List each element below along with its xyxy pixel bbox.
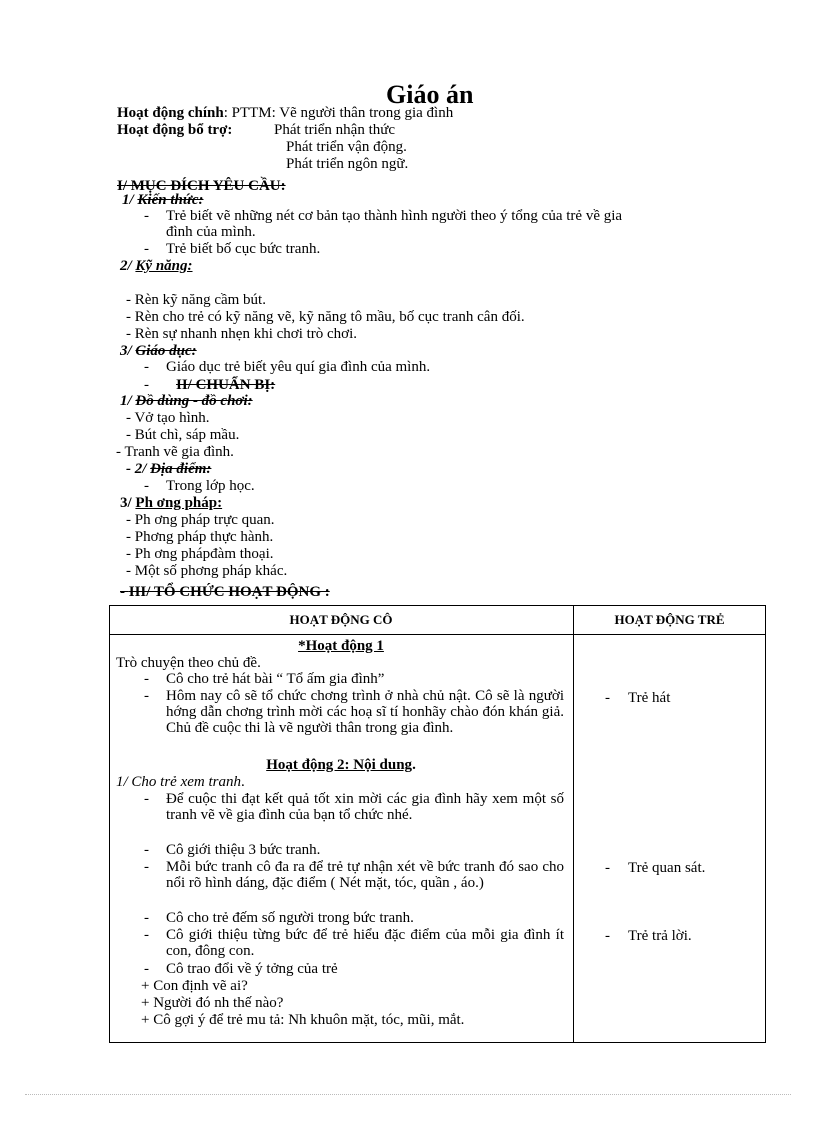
skills-item: - Rèn cho trẻ có kỹ năng vẽ, kỹ năng tô mầu, bố cục tranh cân đối. [126, 309, 525, 325]
table-header-divider [109, 634, 766, 635]
skills-num: 2/ [120, 258, 136, 274]
dash-bullet: - [144, 927, 149, 943]
section-3-heading [120, 584, 330, 600]
methods-item: - Ph ơng pháp trực quan. [126, 512, 275, 528]
dash-bullet: - [144, 910, 149, 926]
page-footer-divider [25, 1094, 791, 1095]
section-1-heading: I/ MỤC ĐÍCH YÊU CẦU: [117, 178, 286, 194]
skills-item: - Rèn sự nhanh nhẹn khi chơi trò chơi. [126, 326, 358, 342]
main-activity-label: Hoạt động chính [117, 105, 224, 121]
education-line: Giáo dục trẻ biết yêu quí gia đình của mình. [166, 359, 431, 375]
page-title: Giáo án [386, 80, 474, 109]
child-activity-2: Trẻ quan sát. [628, 860, 706, 876]
methods-item: - Một số phơng pháp khác. [126, 563, 288, 579]
dash-bullet: - [144, 208, 149, 224]
activity-1-title: *Hoạt động 1 [298, 638, 384, 654]
activity-2-question-3: + Cô gợi ý để trẻ mu tả: Nh khuôn mặt, tóc, mũi, mắt. [141, 1012, 465, 1028]
activity-2-bullet-3: Mỗi bức tranh cô đa ra để trẻ tự nhận xét về bức tranh đó sao cho nổi rõ hình dáng, đặc điểm ( Nét mặt, tóc, quần , áo.) [166, 859, 564, 891]
dash-bullet: - [144, 377, 149, 393]
dash-bullet: - [144, 688, 149, 704]
education-num: 3/ [120, 343, 136, 359]
activity-2-title-line [109, 757, 573, 773]
activity-2-bullet-6: Cô trao đổi về ý tởng của trẻ [166, 961, 338, 977]
activity-2-title: Hoạt động 2: Nội dung [266, 757, 413, 773]
methods-heading [120, 495, 222, 511]
place-line: Trong lớp học. [166, 478, 255, 494]
materials-heading [120, 393, 253, 409]
methods-label: Ph ơng pháp: [135, 495, 223, 511]
materials-item: - Tranh vẽ gia đình. [116, 444, 234, 460]
main-activity-line [117, 105, 453, 121]
activity-2-question-2: + Người đó nh thế nào? [141, 995, 284, 1011]
dash-bullet: - [144, 859, 149, 875]
dash-bullet: - [144, 478, 149, 494]
materials-item: - Vở tạo hình. [126, 410, 210, 426]
knowledge-heading [122, 192, 204, 208]
section-2-heading: II/ CHUẨN BỊ: [176, 377, 276, 393]
methods-num: 3/ [120, 495, 136, 511]
skills-heading [120, 258, 193, 274]
skills-item: - Rèn kỹ năng cầm bút. [126, 292, 266, 308]
dash-bullet: - [144, 241, 149, 257]
dash-bullet: - [605, 928, 610, 944]
knowledge-line-2: Trẻ biết bố cục bức tranh. [166, 241, 321, 257]
activity-1-bullet-2: Hôm nay cô sẽ tổ chức chơng trình ở nhà chủ nật. Cô sẽ là người hớng dẫn chơng trình mời các hoạ sĩ tí honhãy chào đón khán giả. Chủ đề cuộc thi là vẽ người thân trong gia đình. [166, 688, 564, 736]
activity-2-bullet-1: Để cuộc thi đạt kết quả tốt xin mời các gia đình hãy xem một số tranh vẽ về gia đình của bạn tổ chức nhé. [166, 791, 564, 823]
education-label: Giáo dục: [135, 343, 197, 359]
section-3-label: III/ TỔ CHỨC HOẠT ĐỘNG : [128, 584, 330, 600]
col-header-teacher: HOẠT ĐỘNG CÔ [289, 612, 393, 627]
skills-label: Kỹ năng: [135, 258, 193, 274]
activity-1-intro: Trò chuyện theo chủ đề. [116, 655, 261, 671]
knowledge-line-1: Trẻ biết vẽ những nét cơ bản tạo thành hình người theo ý tổng của trẻ về gia [166, 208, 623, 224]
materials-label: Đồ dùng - đồ chơi: [135, 393, 253, 409]
activity-2-bullet-4: Cô cho trẻ đếm số người trong bức tranh. [166, 910, 414, 926]
dash-bullet: - [605, 690, 610, 706]
methods-item: - Phơng pháp thực hành. [126, 529, 274, 545]
child-activity-1: Trẻ hát [628, 690, 671, 706]
child-activity-3: Trẻ trả lời. [628, 928, 692, 944]
activity-2-sub-dot: . [241, 774, 245, 790]
materials-num: 1/ [120, 393, 136, 409]
place-prefix: - 2/ [126, 461, 151, 477]
activity-2-bullet-5: Cô giới thiệu từng bức để trẻ hiểu đặc điểm của mỗi gia đình ít con, đông con. [166, 927, 564, 959]
activity-2-sub: 1/ Cho trẻ xem tranh [116, 774, 241, 790]
activity-1-bullet-1: Cô cho trẻ hát bài “ Tổ ấm gia đình” [166, 671, 385, 687]
col-header-children: HOẠT ĐỘNG TRẺ [614, 612, 725, 627]
activity-2-title-dot: . [412, 757, 416, 773]
activity-2-question-1: + Con định vẽ ai? [141, 978, 248, 994]
activity-2-bullet-2: Cô giới thiệu 3 bức tranh. [166, 842, 321, 858]
main-activity-value: : PTTM: Vẽ người thân trong gia đình [223, 105, 454, 121]
dash-bullet: - [144, 842, 149, 858]
support-item: Phát triển nhận thức [274, 122, 396, 138]
place-label: Địa điểm: [150, 461, 212, 477]
education-heading [120, 343, 197, 359]
section-3-dash: - [120, 584, 129, 600]
dash-bullet: - [144, 791, 149, 807]
knowledge-line-1b: đình của mình. [166, 224, 256, 240]
dash-bullet: - [144, 359, 149, 375]
methods-item: - Ph ơng phápđàm thoại. [126, 546, 274, 562]
knowledge-num: 1/ [122, 192, 138, 208]
place-heading [126, 461, 211, 477]
dash-bullet: - [605, 860, 610, 876]
support-item: Phát triển ngôn ngữ. [286, 156, 409, 172]
dash-bullet: - [144, 961, 149, 977]
table-column-divider [573, 605, 574, 1043]
knowledge-label: Kiến thức: [137, 192, 204, 208]
activity-2-sub-line [116, 774, 245, 790]
support-item: Phát triển vận động. [286, 139, 407, 155]
materials-item: - Bút chì, sáp mầu. [126, 427, 240, 443]
dash-bullet: - [144, 671, 149, 687]
support-activity-label: Hoạt động bổ trợ: [117, 122, 233, 138]
